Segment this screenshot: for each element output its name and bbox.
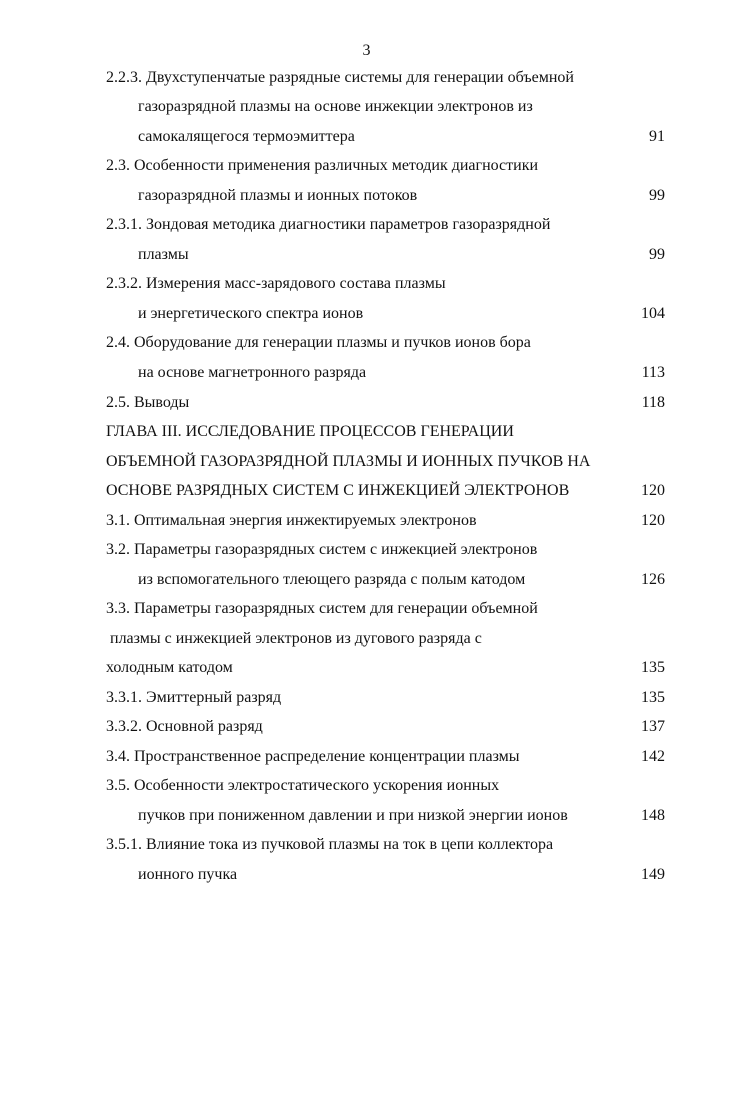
toc-entry-title: плазмы — [138, 246, 189, 263]
toc-entry-title: ГЛАВА III. ИССЛЕДОВАНИЕ ПРОЦЕССОВ ГЕНЕРАЦИИ — [106, 423, 514, 440]
toc-line — [0, 804, 733, 828]
toc-line — [0, 833, 733, 857]
toc-entry-page: 120 — [641, 482, 665, 499]
toc-entry-page: 135 — [641, 659, 665, 676]
toc-line — [0, 66, 733, 90]
toc-entry-title: 3.3.1. Эмиттерный разряд — [106, 689, 282, 706]
toc-line — [0, 627, 733, 651]
toc-entry-title: ОСНОВЕ РАЗРЯДНЫХ СИСТЕМ С ИНЖЕКЦИЕЙ ЭЛЕКТРОНОВ — [106, 482, 570, 499]
toc-line — [0, 184, 733, 208]
toc-line — [0, 125, 733, 149]
toc-entry-title: ионного пучка — [138, 866, 238, 883]
toc-line — [0, 863, 733, 887]
toc-line — [0, 302, 733, 326]
toc-entry-title: 3.1. Оптимальная энергия инжектируемых электронов — [106, 512, 477, 529]
toc-entry-title: 2.3. Особенности применения различных методик диагностики — [106, 157, 539, 174]
toc-entry-title: газоразрядной плазмы и ионных потоков — [138, 187, 418, 204]
toc-entry-page: 149 — [641, 866, 665, 883]
toc-entry-title: 3.2. Параметры газоразрядных систем с инжекцией электронов — [106, 541, 538, 558]
toc-line — [0, 154, 733, 178]
toc-entry-page: 148 — [641, 807, 665, 824]
toc-entry-title: 3.5.1. Влияние тока из пучковой плазмы на ток в цепи коллектора — [106, 836, 554, 853]
toc-entry-title: 3.4. Пространственное распределение концентрации плазмы — [106, 748, 520, 765]
toc-entry-page: 91 — [649, 128, 665, 145]
toc-line — [0, 450, 733, 474]
toc-line — [0, 597, 733, 621]
toc-entry-title: самокалящегося термоэмиттера — [138, 128, 355, 145]
toc-entry-page: 120 — [641, 512, 665, 529]
toc-line — [0, 538, 733, 562]
toc-line — [0, 568, 733, 592]
toc-entry-page: 104 — [641, 305, 665, 322]
page-number: 3 — [362, 42, 371, 59]
toc-line — [0, 243, 733, 267]
toc-line — [0, 686, 733, 710]
toc-line — [0, 213, 733, 237]
toc-entry-page: 135 — [641, 689, 665, 706]
toc-entry-title: пучков при пониженном давлении и при низкой энергии ионов — [138, 807, 568, 824]
toc-entry-title: ОБЪЕМНОЙ ГАЗОРАЗРЯДНОЙ ПЛАЗМЫ И ИОННЫХ ПУЧКОВ НА — [106, 453, 591, 470]
toc-entry-title: 2.5. Выводы — [106, 394, 190, 411]
toc-line — [0, 95, 733, 119]
toc-entry-title: газоразрядной плазмы на основе инжекции электронов из — [138, 98, 533, 115]
toc-entry-title: 3.5. Особенности электростатического ускорения ионных — [106, 777, 500, 794]
toc-line — [0, 331, 733, 355]
toc-line — [0, 715, 733, 739]
toc-entry-title: 3.3. Параметры газоразрядных систем для генерации объемной — [106, 600, 538, 617]
toc-entry-page: 99 — [649, 246, 665, 263]
toc-entry-page: 99 — [649, 187, 665, 204]
toc-entry-title: 2.3.1. Зондовая методика диагностики параметров газоразрядной — [106, 216, 551, 233]
toc-line — [0, 272, 733, 296]
toc-line — [0, 774, 733, 798]
toc-line — [0, 479, 733, 503]
toc-entry-page: 126 — [641, 571, 665, 588]
toc-entry-title: 2.4. Оборудование для генерации плазмы и пучков ионов бора — [106, 334, 531, 351]
toc-entry-title: холодным катодом — [106, 659, 233, 676]
toc-entry-page: 142 — [641, 748, 665, 765]
toc-line — [0, 745, 733, 769]
toc-entry-title: 3.3.2. Основной разряд — [106, 718, 263, 735]
toc-entry-page: 113 — [641, 364, 665, 381]
toc-entry-title: 2.3.2. Измерения масс-зарядового состава плазмы — [106, 275, 446, 292]
toc-entry-title: плазмы с инжекцией электронов из дугового разряда с — [110, 630, 482, 647]
toc-line — [0, 656, 733, 680]
toc-entry-page: 137 — [641, 718, 665, 735]
toc-entry-title: 2.2.3. Двухступенчатые разрядные системы для генерации объемной — [106, 69, 574, 86]
toc-line — [0, 391, 733, 415]
toc-line — [0, 420, 733, 444]
toc-entry-title: и энергетического спектра ионов — [138, 305, 364, 322]
toc-entry-title: на основе магнетронного разряда — [138, 364, 367, 381]
toc-line — [0, 509, 733, 533]
toc-entry-title: из вспомогательного тлеющего разряда с полым катодом — [138, 571, 526, 588]
toc-entry-page: 118 — [641, 394, 665, 411]
toc-line — [0, 361, 733, 385]
